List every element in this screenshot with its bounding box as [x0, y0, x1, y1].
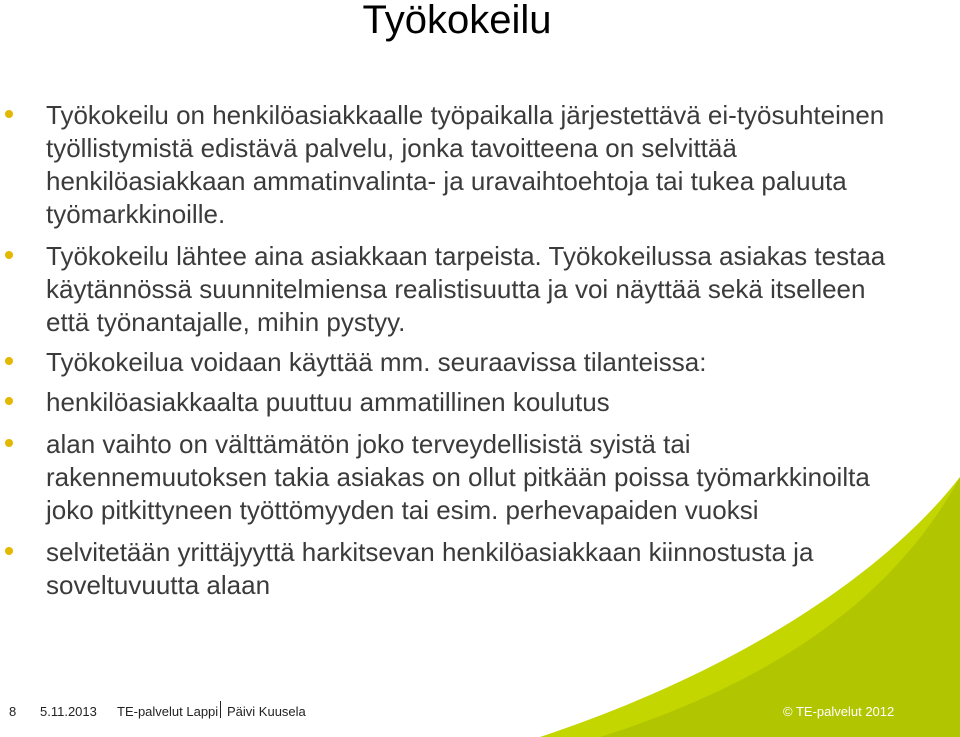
bullet-dot-icon [5, 547, 13, 555]
footer-date: 5.11.2013 [40, 704, 97, 719]
bullet-text: Työkokeilua voidaan käyttää mm. seuraavissa tilanteissa: [46, 347, 707, 377]
footer-organization: TE-palvelut Lappi [117, 704, 219, 719]
bullet-text: Työkokeilu on henkilöasiakkaalle työpaikalla järjestettävä ei-työsuhteinen työllistymistä edistävä palvelu, jonka tavoitteena on selvittää henkilöasiakkaan ammatinvalinta- ja uravaihtoehtoja tai tukea paluuta työmarkkinoille. [46, 100, 885, 229]
bullet-dot-icon [5, 439, 13, 447]
bullet-dot-icon [5, 251, 13, 259]
slide-title: Työkokeilu [362, 0, 552, 42]
bullet-text: henkilöasiakkaalta puuttuu ammatillinen koulutus [46, 387, 610, 417]
bullet-item [0, 386, 900, 419]
page-number: 8 [9, 704, 17, 719]
bullet-text: alan vaihto on välttämätön joko terveydellisistä syistä tai rakennemuutoksen takia asiakas on ollut pitkään poissa työmarkkinoilta joko pitkittyneen työttömyyden tai esim. perhevapaiden vuoksi [46, 429, 870, 525]
bullet-item [0, 99, 900, 231]
bullet-dot-icon [5, 357, 13, 365]
bullet-text: selvitetään yrittäjyyttä harkitsevan henkilöasiakkaan kiinnostusta ja soveltuvuutta alaan [46, 537, 814, 600]
bullet-dot-icon [5, 110, 13, 118]
bullet-dot-icon [5, 397, 13, 405]
bullet-text: Työkokeilu lähtee aina asiakkaan tarpeista. Työkokeilussa asiakas testaa käytännössä suunnitelmiensa realistisuutta ja voi näyttää sekä itselleen että työnantajalle, mihin pystyy. [46, 241, 886, 337]
bullet-item [0, 346, 900, 379]
footer-author: Päivi Kuusela [227, 704, 306, 719]
bullet-item [0, 240, 900, 339]
slide-footer [0, 697, 960, 737]
footer-copyright: © TE-palvelut 2012 [783, 704, 895, 719]
footer-separator [220, 701, 221, 718]
